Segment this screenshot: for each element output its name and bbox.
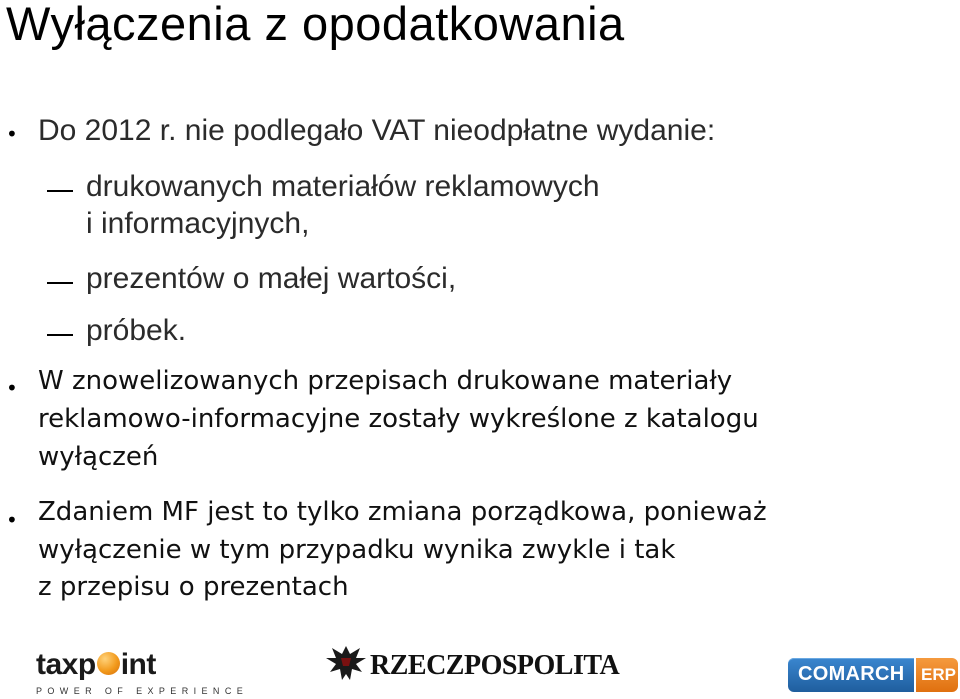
erp-badge [916, 658, 958, 692]
bullet-marker: • [6, 508, 18, 532]
bullet-3-line-1: Zdaniem MF jest to tylko zmiana porządkowa, ponieważ [38, 497, 767, 527]
rzeczpospolita-logo [324, 642, 620, 690]
bullet-marker: • [6, 122, 18, 146]
bullet-2-line-3: wyłączeń [38, 442, 159, 472]
taxpoint-word-left: taxp [36, 648, 96, 681]
bullet-marker: • [6, 376, 18, 400]
comarch-erp-logo [788, 658, 958, 694]
bullet-3-line-3: z przepisu o prezentach [38, 572, 349, 602]
subitem-2: prezentów o małej wartości, [86, 262, 457, 295]
taxpoint-word-right: int [120, 648, 156, 681]
subitem-1-line-2: i informacyjnych, [86, 207, 310, 240]
taxpoint-tagline: POWER OF EXPERIENCE [36, 686, 249, 696]
slide-title: Wyłączenia z opodatkowania [6, 0, 625, 50]
comarch-badge [788, 658, 914, 692]
bullet-2-line-2: reklamowo-informacyjne zostały wykreślone z katalogu [38, 404, 759, 434]
dash-marker [47, 190, 73, 192]
taxpoint-orange-o-icon [97, 652, 120, 675]
bullet-2-line-1: W znowelizowanych przepisach drukowane materiały [38, 366, 733, 396]
eagle-icon [324, 642, 368, 686]
bullet-1-text: Do 2012 r. nie podlegało VAT nieodpłatne wydanie: [38, 114, 716, 147]
erp-label: ERP [921, 665, 956, 684]
bullet-3-line-2: wyłączenie w tym przypadku wynika zwykle i tak [38, 535, 676, 565]
rzeczpospolita-word: RZECZPOSPOLITA [370, 650, 620, 681]
taxpoint-logo [36, 648, 249, 696]
dash-marker [47, 334, 73, 336]
dash-marker [47, 282, 73, 284]
subitem-1-line-1: drukowanych materiałów reklamowych [86, 170, 600, 203]
subitem-3: próbek. [86, 314, 187, 347]
footer [0, 640, 960, 699]
comarch-name: COMARCH [798, 663, 905, 685]
